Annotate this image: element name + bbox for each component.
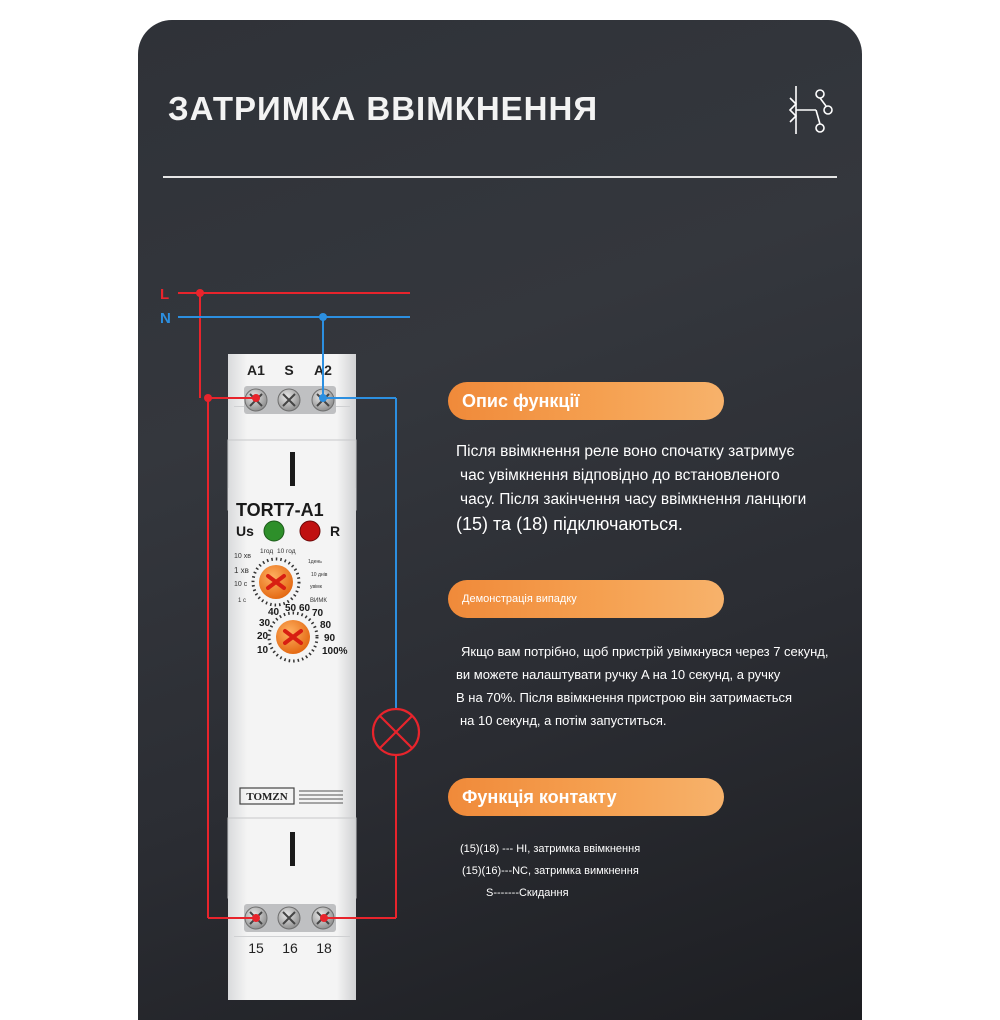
percent-label-80: 80 xyxy=(320,620,332,631)
brand-label: TOMZN xyxy=(246,791,288,803)
lamp-load-icon xyxy=(373,709,419,755)
terminal-15-label: 15 xyxy=(248,940,264,956)
relay-led xyxy=(300,521,320,541)
contact-function-text: (15)(18) --- НІ, затримка ввімкнення (15)(16)---NC, затримка вимкнення S-------Скидання xyxy=(460,843,641,899)
range-label-off: ВИМК xyxy=(310,598,327,604)
terminal-16-label: 16 xyxy=(282,940,298,956)
line-label-l: L xyxy=(160,286,170,303)
percent-label-70: 70 xyxy=(312,608,324,619)
range-label-10s: 10 с xyxy=(234,581,248,588)
range-label-on: увімк xyxy=(310,584,322,590)
led-us-label: Us xyxy=(236,523,254,539)
din-slot-bottom xyxy=(290,832,295,866)
range-label-10days: 10 днів xyxy=(311,572,328,578)
terminal-a2-label: A2 xyxy=(314,362,332,378)
relay-module xyxy=(228,354,356,1000)
terminal-s-label: S xyxy=(284,362,294,378)
range-label-10min: 10 хв xyxy=(234,553,251,560)
percent-label-40: 40 xyxy=(268,607,280,618)
din-slot-top xyxy=(290,452,295,486)
function-description-header: Опис функції xyxy=(448,382,724,420)
range-label-1s: 1 с xyxy=(238,598,247,604)
percent-label-100: 100% xyxy=(322,646,348,657)
power-led xyxy=(264,521,284,541)
percent-label-50: 50 xyxy=(285,603,297,614)
percent-label-10: 10 xyxy=(257,645,269,656)
led-r-label: R xyxy=(330,523,341,539)
terminal-18-label: 18 xyxy=(316,940,332,956)
percent-label-30: 30 xyxy=(259,618,271,629)
percent-label-90: 90 xyxy=(324,633,336,644)
contact-function-header: Функція контакту xyxy=(448,778,724,816)
case-demo-header: Демонстрація випадку xyxy=(448,580,724,618)
range-label-1min: 1 хв xyxy=(234,566,249,575)
range-label-1h: 1год xyxy=(260,548,274,555)
page-title: ЗАТРИМКА ВВІМКНЕННЯ xyxy=(168,90,599,127)
range-label-1day: 1день xyxy=(308,559,322,565)
range-label-10h: 10 год xyxy=(277,548,296,555)
terminal-a1-label: A1 xyxy=(247,362,265,378)
model-label: TORT7-A1 xyxy=(236,500,324,520)
product-panel xyxy=(138,20,862,1020)
line-label-n: N xyxy=(160,310,171,327)
function-description-text: Після ввімкнення реле воно спочатку затримує час увімкнення відповідно до встановленого часу. Після закінчення часу ввімкнення ланцюги (15) та (18) підключаються. xyxy=(456,443,807,534)
case-demo-text: Якщо вам потрібно, щоб пристрій увімкнувся через 7 секунд, ви можете налаштувати ручку A на 10 секунд, а ручку B на 70%. Після ввімкнення пристрою він затримається на 10 секунд, а потім запуститься. xyxy=(456,644,829,728)
percent-label-60: 60 xyxy=(299,603,311,614)
percent-label-20: 20 xyxy=(257,631,269,642)
